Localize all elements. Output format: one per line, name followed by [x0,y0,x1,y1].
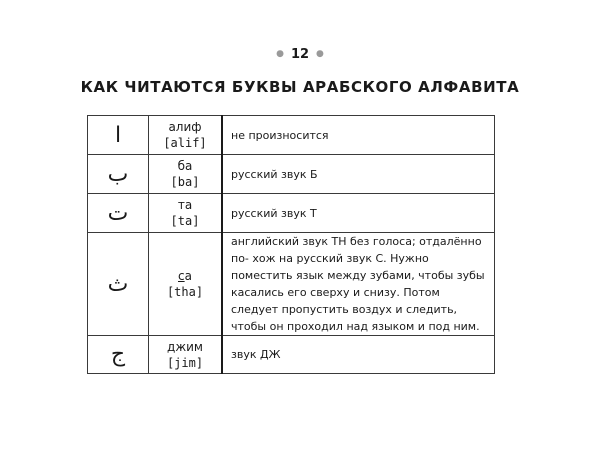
table-row [88,194,495,233]
letter-name-cell [149,233,223,336]
letter-name-ru: та [177,198,193,212]
letter-translit: [alif] [163,136,207,150]
arabic-letter: ث [88,233,149,336]
letter-translit: [ta] [170,214,200,228]
table-row [88,233,495,336]
arabic-letter: ت [88,194,149,233]
letter-name-ru [149,268,221,284]
letter-name-cell [149,116,223,155]
letter-description: английский звук TH без голоса; отдалённо по- хож на русский звук С. Нужно поместить язык между зубами, чтобы зубы касались его сверху и снизу. Потом следует пропустить воздух и следить, чтобы он проходил над языком и под ним. [222,233,495,336]
page-number-value: 12 [290,47,310,62]
letter-name-ru: ба [177,159,193,173]
arabic-letter: ب [88,155,149,194]
alphabet-table [87,115,495,374]
letter-name-cell [149,194,223,233]
left-bullet-icon: ● [276,49,284,59]
letter-description: русский звук Т [222,194,495,233]
table-row [88,116,495,155]
letter-name-ru-underlined: с [178,269,185,283]
letter-translit: [tha] [166,285,204,299]
page-title: КАК ЧИТАЮТСЯ БУКВЫ АРАБСКОГО АЛФАВИТА [80,78,520,96]
table-row [88,155,495,194]
letter-name-cell [149,336,223,374]
letter-description: русский звук Б [222,155,495,194]
arabic-letter: ا [88,116,149,155]
table-row [88,336,495,374]
letter-name-ru: алиф [168,120,202,134]
arabic-letter: ج [88,336,149,374]
letter-name-ru-rest: а [184,269,192,283]
letter-description: звук ДЖ [222,336,495,374]
letter-translit: [jim] [166,355,204,370]
letter-translit: [ba] [170,175,200,189]
page-number [0,47,600,62]
letter-description: не произносится [222,116,495,155]
right-bullet-icon: ● [316,49,324,59]
letter-name-cell [149,155,223,194]
letter-name-ru: джим [167,339,203,354]
